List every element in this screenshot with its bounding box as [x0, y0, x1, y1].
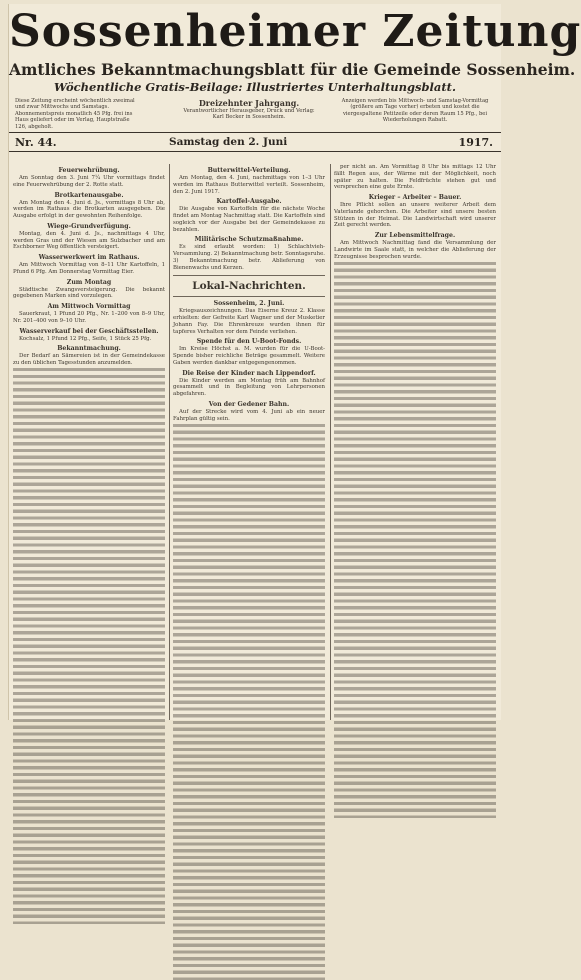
issue-row: [9, 133, 501, 152]
article-text: Kriegsauszeichnungen. Das Eiserne Kreuz 2. Klasse erhielten: der Gefreite Karl Wagner und der Musketier Johann Fay. Die Ehrenkreuze wurden ihnen für tapferes Verhalten vor dem Feinde verliehen.: [173, 308, 325, 335]
article-title: Zur Lebensmittelfrage.: [374, 232, 456, 239]
column-2-articles-top: [173, 167, 325, 271]
article-title: Krieger – Arbeiter – Bauer.: [368, 194, 462, 201]
article-title: Die Reise der Kinder nach Lippendorf.: [182, 369, 316, 377]
issue-date: Samstag den 2. Juni: [169, 136, 288, 148]
issue-number: Nr. 44.: [15, 136, 57, 149]
article-title: Wiege-Grundverfügung.: [47, 222, 131, 230]
article-text: Montag, den 4. Juni d. Js., nachmittags 4 Uhr, werden Gras und der Wiesen am Sulzbacher und am Eschborner Weg öffentlich versteigert.: [13, 230, 165, 251]
article-text: Im Kreise Höchst a. M. wurden für die U-Boot-Spende bisher reichliche Beträge gesammelt. Weitere Gaben werden dankbar entgegengenommen.: [173, 346, 325, 366]
article-text: Am Mittwoch Nachmittag fand die Versammlung der Landwirte im Saale statt, in welcher die Ablieferung der Erzeugnisse besprochen wurde.: [334, 240, 496, 260]
column-2-articles-bottom: [173, 300, 325, 422]
newspaper-subtitle: Amtliches Bekanntmachungsblatt für die Gemeinde Sossenheim.: [9, 60, 576, 79]
article-title: Wasserwerkwert im Rathaus.: [38, 254, 140, 261]
article-text: Die Ausgabe von Kartoffeln für die nächste Woche findet am Montag Nachmittag statt. Die Kartoffeln sind sogleich vor der Ausgabe bei der Gemeindekasse zu bezahlen.: [173, 206, 325, 233]
article-title: Kartoffel-Ausgabe.: [216, 198, 282, 206]
issue-year: 1917.: [458, 136, 493, 149]
advert-info: Anzeigen werden bis Mittwoch- und Samstag-Vormittag (größere am Tage vorher) erbeten und kostet die viergespaltene Petitzeile oder deren Raum 15 Pfg., bei Wiederholungen Rabatt.: [341, 98, 489, 124]
article-title: Von der Gedener Bahn.: [208, 400, 290, 408]
article-text: Der Bedarf an Sämereien ist in der Gemeindekasse zu den üblichen Tagesstunden anzumelden.: [13, 353, 165, 366]
article-title: Spende für den U-Boot-Fonds.: [196, 338, 302, 346]
article-text: Am Montag, den 4. Juni, nachmittags von 1–3 Uhr werden im Rathaus Butterwittel verteilt. Sossenheim, den 2. Juni 1917.: [173, 175, 325, 195]
article-text: Am Mittwoch Vormittag von 8–11 Uhr Kartoffeln, 1 Pfund 6 Pfg. Am Donnerstag Vormittag Eier.: [13, 262, 165, 275]
column-3-text-lines: [334, 262, 496, 818]
article-title: Butterwittel-Verteilung.: [207, 167, 291, 174]
column-1: [13, 164, 165, 720]
lokal-nachrichten-heading: Lokal-Nachrichten.: [173, 275, 325, 297]
supplement-line: Wöchentliche Gratis-Beilage: Illustriertes Unterhaltungsblatt.: [54, 80, 456, 94]
article-title: Wasserverkauf bei der Geschäftsstellen.: [19, 327, 159, 335]
article-text: Sauerkraut, 1 Pfund 20 Pfg., Nr. 1–200 von 8–9 Uhr, Nr. 201–400 von 9–10 Uhr.: [13, 311, 165, 324]
article-columns: [9, 164, 501, 720]
volume-label: Dreizehnter Jahrgang.: [198, 98, 300, 108]
article-title: Brotkartenausgabe.: [54, 191, 124, 199]
column-2-text-lines: [173, 424, 325, 980]
article-text: Die Kinder werden am Montag früh am Bahnhof gesammelt und in Begleitung von Lehrpersonen abgefahren.: [173, 377, 325, 397]
article-text: Auf der Strecke wird vom 4. Juni ab ein neuer Fahrplan gültig sein.: [173, 408, 325, 422]
publisher-info: [179, 98, 319, 121]
subscription-info: Diese Zeitung erscheint wöchentlich zweimal und zwar Mittwochs und Samstags. Abonnementspreis monatlich 45 Pfg. frei ins Haus geliefert oder im Verlag, Hauptstraße 126, abgeholt.: [15, 98, 135, 130]
article-text: per nicht an. Am Vormittag 8 Uhr bis mittags 12 Uhr fällt Regen aus, der Wärme mit der Möglichkeit, noch später zu halten. Die Feldfrüchte stehen gut und versprechen eine gute Ernte.: [334, 164, 496, 191]
column-1-text-lines: [13, 368, 165, 924]
publisher-text: Verantwortlicher Herausgeber, Druck und Verlag: Karl Becker in Sossenheim.: [183, 108, 315, 121]
article-text: Es sind erlaubt worden: 1) Schlachtvieh-Versammlung. 2) Bekanntmachung betr. Sonntagsruhe. 3) Bekanntmachung betr. Ablieferung von Bienenwachs und Kerzen.: [173, 244, 325, 271]
newspaper-page: [8, 4, 581, 720]
article-text: Am Sonntag den 3. Juni 7¼ Uhr vormittags findet eine Feuerwehrübung der 2. Rotte statt.: [13, 175, 165, 188]
article-title: Zum Montag: [66, 278, 112, 286]
article-title: Bekanntmachung.: [57, 345, 121, 353]
column-1-articles: [13, 167, 165, 367]
article-text: Am Montag den 4. Juni d. Js., vormittags 8 Uhr ab, werden im Rathaus die Brotkarten ausgegeben. Die Ausgabe erfolgt in der gewohnten Reihenfolge.: [13, 199, 165, 219]
article-title: Sossenheim, 2. Juni.: [213, 300, 285, 308]
info-row: [9, 98, 501, 133]
article-text: Kochsalz, 1 Pfund 12 Pfg., Seife, 1 Stück 25 Pfg.: [19, 335, 152, 342]
column-3: [334, 164, 496, 720]
column-3-articles: [334, 164, 496, 260]
article-title: Militärische Schutzmaßnahme.: [194, 236, 304, 244]
article-text: Städtische Zwangsversteigerung. Die bekannt gegebenen Marken sind vorzulegen.: [13, 286, 165, 300]
newspaper-masthead: Sossenheimer Zeitung: [9, 6, 581, 57]
column-2: [173, 164, 325, 720]
article-title: Feuerwehrübung.: [58, 167, 120, 174]
article-text: Ihre Pflicht sollen an unsere weiterer Arbeit dem Vaterlande gehorchen. Die Arbeiter sind unsere besten Stützen in der Heimat. Die Landwirtschaft wird unserer Zeit gerecht werden.: [334, 202, 496, 229]
article-title: Am Mittwoch Vormittag: [47, 303, 131, 310]
